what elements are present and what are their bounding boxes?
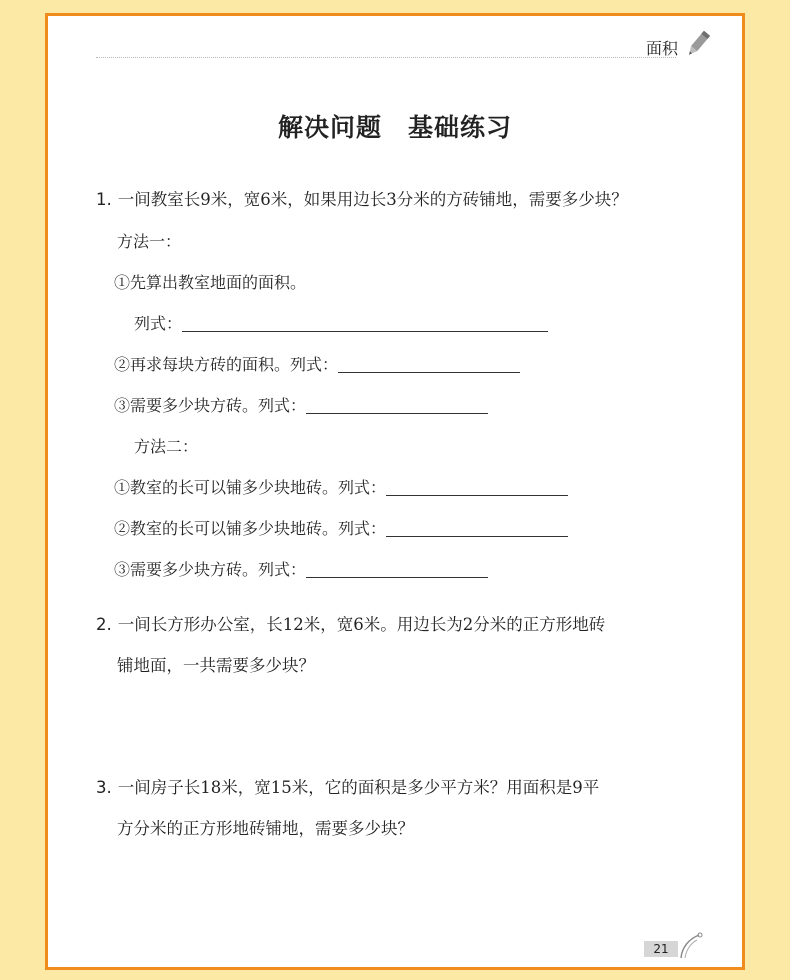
question-3 <box>96 774 599 798</box>
answer-blank[interactable] <box>386 520 568 537</box>
header-divider <box>96 57 676 58</box>
worksheet-page <box>45 13 745 970</box>
m2-step-1 <box>114 475 568 498</box>
question-number: 3. <box>96 778 112 797</box>
step-text: ②再求每块方砖的面积。列式： <box>114 355 339 374</box>
m2-step-3 <box>114 557 488 580</box>
swirl-decoration-icon <box>678 931 704 961</box>
m1-step-1-formula <box>134 311 548 334</box>
m1-step-3 <box>114 393 488 416</box>
step-text: ①教室的长可以铺多少块地砖。列式： <box>114 478 387 497</box>
question-2-continued: 铺地面，一共需要多少块？ <box>117 656 315 675</box>
step-text: ③需要多少块方砖。列式： <box>114 396 307 415</box>
m2-step-2 <box>114 516 568 539</box>
answer-blank[interactable] <box>306 561 488 578</box>
m1-step-1: ①先算出教室地面的面积。 <box>114 273 307 292</box>
method-2-label: 方法二： <box>134 437 199 456</box>
method-1-label: 方法一： <box>117 232 182 251</box>
question-text: 一间教室长9米，宽6米，如果用边长3分米的方砖铺地，需要多少块？ <box>117 190 628 209</box>
m1-step-2 <box>114 352 520 375</box>
answer-blank[interactable] <box>182 315 548 332</box>
question-2 <box>96 611 605 635</box>
pencil-icon <box>684 28 712 60</box>
question-text: 一间房子长18米，宽15米，它的面积是多少平方米？用面积是9平 <box>117 778 600 797</box>
step-text: ②教室的长可以铺多少块地砖。列式： <box>114 519 387 538</box>
question-1 <box>96 186 628 210</box>
question-3-continued: 方分米的正方形地砖铺地，需要多少块？ <box>117 819 414 838</box>
section-title: 面积 <box>645 39 678 58</box>
step-text: ③需要多少块方砖。列式： <box>114 560 307 579</box>
page-number: 21 <box>644 941 678 957</box>
question-number: 2. <box>96 615 112 634</box>
page-title: 解决问题 基础练习 <box>277 113 512 142</box>
question-number: 1. <box>96 190 112 209</box>
answer-blank[interactable] <box>338 356 520 373</box>
answer-blank[interactable] <box>386 479 568 496</box>
question-text: 一间长方形办公室，长12米，宽6米。用边长为2分米的正方形地砖 <box>117 615 606 634</box>
formula-label: 列式： <box>134 314 183 333</box>
answer-blank[interactable] <box>306 397 488 414</box>
